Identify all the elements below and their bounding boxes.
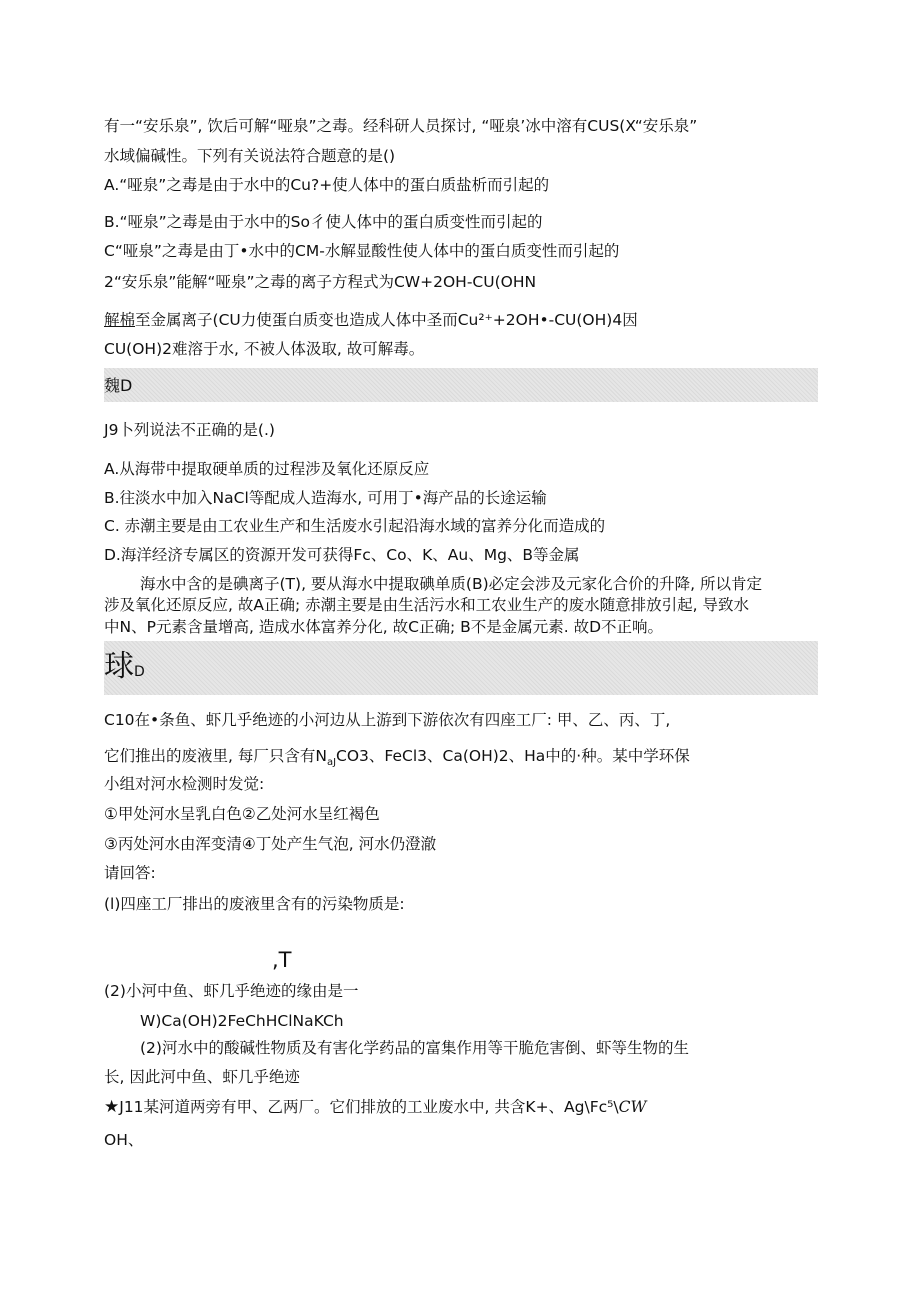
q10-subquestion-2: (2)小河中鱼、虾几乎绝迹的缘由是一 (104, 982, 359, 1000)
q8-answer: 魏D (104, 376, 133, 395)
q8-analysis-text: 至金属离子(CU力使蛋白质变也造成人体中圣而Cu²⁺+2OH•-CU(OH)4因 (135, 311, 638, 329)
q10-stem-line-2 (104, 746, 690, 773)
q9-option-d: D.海洋经济专属区的资源开发可获得Fc、Co、K、Au、Mg、B等金属 (104, 546, 580, 564)
q8-stem-line-2: 水域偏碱性。下列有关说法符合题意的是() (104, 147, 396, 165)
q11-stem (104, 1097, 646, 1117)
q8-option-c: C“哑泉”之毒是由丁•水中的CM-水解显酸性使人体中的蛋白质变性而引起的 (104, 242, 620, 260)
q8-analysis-line-1 (104, 310, 638, 330)
q10-observation-2: ③丙处河水由浑变清④丁处产生气泡, 河水仍澄澈 (104, 835, 437, 853)
q10-observation-1: ①甲处河水呈乳白色②乙处河水呈红褐色 (104, 805, 380, 823)
q9-analysis-line-3: 中N、P元素含量增高, 造成水体富养分化, 故C正确; B不是金属元素. 故D不正响。 (104, 618, 664, 636)
q8-option-b: B.“哑泉”之毒是由于水中的So彳使人体中的蛋白质变性而引起的 (104, 213, 543, 231)
star-icon: ★ (104, 1097, 120, 1117)
q9-answer-band (104, 641, 818, 695)
q10-blank-mark: ,T (272, 948, 292, 972)
q10-stem-line-2-end: CO3、FeCl3、Ca(OH)2、Ha中的·种。某中学环保 (336, 747, 690, 765)
q10-answer-1: W)Ca(OH)2FeChHClNaKCh (140, 1012, 344, 1030)
q9-answer-letter: D (134, 664, 145, 680)
q10-stem-line-2-start: 它们推出的废液里, 每厂只含有N (104, 747, 327, 765)
q8-option-a: A.“哑泉”之毒是由于水中的Cu?+使人体中的蛋白质盐析而引起的 (104, 176, 550, 194)
q9-option-a: A.从海带中提取硬单质的过程涉及氧化还原反应 (104, 460, 430, 478)
q10-subquestion-1: (l)四座工厂排出的废液里含有的污染物质是: (104, 895, 405, 913)
q9-answer (104, 649, 145, 685)
q10-answer-2-line-2: 长, 因此河中鱼、虾几乎绝迹 (104, 1068, 300, 1086)
q11-stem-line-2: OH、 (104, 1131, 144, 1149)
q10-answer-2-line-1: (2)河水中的酸碱性物质及有害化学药品的富集作用等干脆危害倒、虾等生物的生 (140, 1039, 689, 1057)
q8-analysis-line-2: CU(OH)2难溶于水, 不被人体汲取, 故可解毒。 (104, 340, 425, 358)
q10-stem-line-3: 小组对河水检测时发觉: (104, 775, 265, 793)
q8-option-d: 2“安乐泉”能解“哑泉”之毒的离子方程式为CW+2OH-CU(OHN (104, 273, 537, 291)
q9-analysis-line-2: 涉及氧化还原反应, 故A正确; 赤潮主要是由生活污水和工农业生产的废水随意排放引起, 导致水 (104, 596, 749, 614)
q8-analysis-label: 解棉 (104, 311, 136, 329)
q9-answer-glyph: 球 (104, 649, 134, 684)
q11-stem-text: J11某河道两旁有甲、乙两厂。它们排放的工业废水中, 共含K+、Ag\Fc⁵\ (119, 1098, 619, 1116)
q9-option-c: C. 赤潮主要是由工农业生产和生活废水引起沿海水域的富养分化而造成的 (104, 517, 606, 535)
q9-option-b: B.往淡水中加入NaCl等配成人造海水, 可用丁•海产品的长途运输 (104, 489, 547, 507)
q8-answer-band (104, 368, 818, 402)
q9-analysis-line-1: 海水中含的是碘离子(T), 要从海水中提取碘单质(B)必定会涉及元家化合价的升降, 所以肯定 (140, 575, 763, 593)
q9-stem: J9卜列说法不正确的是(.) (104, 421, 275, 439)
q10-subscript: aJ (326, 757, 337, 769)
q11-stem-italic: CW (618, 1098, 647, 1116)
q8-stem-line-1: 有一“安乐泉”, 饮后可解“哑泉”之毒。经科研人员探讨, “哑泉’冰中溶有CUS(X“安乐泉” (104, 117, 698, 135)
q10-prompt: 请回答: (104, 864, 156, 882)
q10-stem: C10在•条鱼、虾几乎绝迹的小河边从上游到下游依次有四座工厂: 甲、乙、丙、丁, (104, 711, 671, 729)
